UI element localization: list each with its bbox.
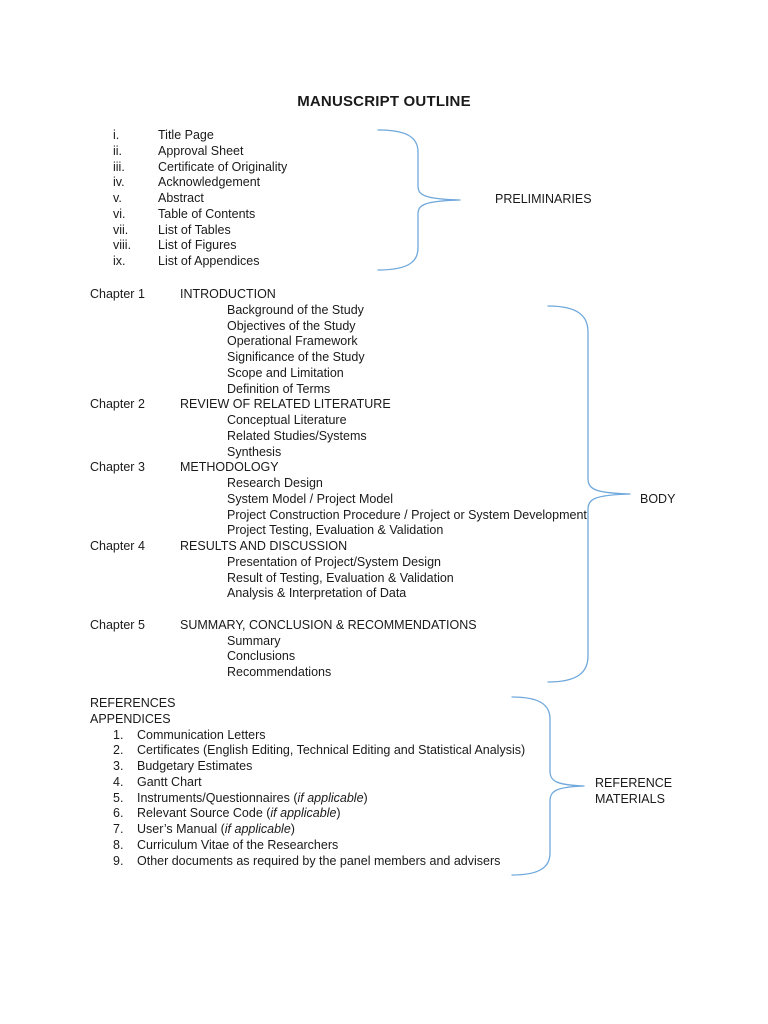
prelim-label: Certificate of Originality (158, 159, 288, 174)
prelim-item (113, 223, 413, 239)
appendix-text (137, 806, 341, 822)
chapter-subitem: Analysis & Interpretation of Data (227, 586, 407, 601)
prelim-label: Approval Sheet (158, 143, 244, 158)
prelim-numeral: vii. (113, 222, 129, 237)
appendix-text-main: Curriculum Vitae of the Researchers (137, 837, 339, 852)
chapter-subitem: Result of Testing, Evaluation & Validation (227, 570, 454, 585)
chapter-title: METHODOLOGY (180, 460, 279, 475)
preliminaries-brace-shape (378, 130, 463, 270)
appendix-text-main: Gantt Chart (137, 774, 202, 789)
page-title: MANUSCRIPT OUTLINE (297, 93, 471, 110)
appendix-item (113, 759, 530, 775)
appendix-text (137, 728, 266, 744)
chapter-number: Chapter 2 (90, 397, 145, 412)
reference-materials-brace-shape (512, 697, 587, 875)
chapter-subitem: Definition of Terms (227, 381, 331, 396)
chapter-title: INTRODUCTION (180, 287, 276, 301)
prelim-item (113, 128, 413, 144)
prelim-label: Abstract (158, 191, 204, 205)
appendix-text-italic: if applicable (224, 822, 291, 836)
appendix-text-end: ) (290, 822, 295, 836)
chapter-title: RESULTS AND DISCUSSION (180, 539, 348, 553)
appendix-number: 3. (113, 759, 124, 773)
appendix-text-main: Communication Letters (137, 727, 266, 742)
body-brace-shape (548, 306, 633, 682)
appendix-text-main: Relevant Source Code ( (137, 806, 271, 821)
appendix-item (113, 822, 530, 838)
appendix-number: 1. (113, 727, 124, 742)
appendix-text (137, 743, 525, 759)
reference-materials-brace-path (512, 697, 584, 875)
prelim-label: List of Figures (158, 238, 237, 253)
appendix-number: 6. (113, 806, 124, 821)
prelim-label: List of Appendices (158, 254, 260, 268)
chapter-subitem: Recommendations (227, 665, 332, 679)
appendices-heading: APPENDICES (90, 711, 171, 726)
reference-materials-brace-label (595, 776, 672, 808)
appendix-text (137, 775, 202, 791)
appendix-item (113, 838, 530, 854)
prelim-item (113, 254, 413, 270)
prelim-item (113, 207, 413, 223)
chapter-subitem: Scope and Limitation (227, 365, 344, 380)
appendix-item (113, 791, 530, 807)
prelim-label: Title Page (158, 128, 214, 142)
appendix-item (113, 743, 530, 759)
body-brace-path (548, 306, 630, 682)
chapter-subitem: Synthesis (227, 444, 282, 459)
appendix-number: 9. (113, 853, 124, 868)
appendix-text-main: User’s Manual ( (137, 822, 225, 836)
preliminaries-brace-path (378, 130, 460, 270)
chapter-subitem: Significance of the Study (227, 350, 365, 364)
prelim-numeral: i. (113, 128, 120, 142)
chapter-subitem: Project Testing, Evaluation & Validation (227, 523, 444, 538)
chapter-number: Chapter 5 (90, 617, 145, 632)
appendix-number: 2. (113, 743, 124, 758)
reference-materials-label-line1: REFERENCE (595, 776, 673, 790)
chapter-subitem: Background of the Study (227, 302, 364, 317)
prelim-item (113, 160, 413, 176)
appendix-text-main: Budgetary Estimates (137, 759, 253, 773)
appendix-text (137, 791, 368, 807)
appendix-item (113, 728, 530, 744)
appendix-item (113, 775, 530, 791)
preliminaries-brace-label: PRELIMINARIES (495, 192, 592, 206)
prelim-item (113, 175, 413, 191)
prelim-label: Acknowledgement (158, 175, 261, 190)
prelim-label: Table of Contents (158, 206, 256, 221)
appendix-text (137, 822, 295, 838)
body-brace-label: BODY (640, 492, 676, 506)
prelim-item (113, 191, 413, 207)
appendix-text (137, 838, 338, 854)
appendix-text (137, 759, 252, 775)
appendix-number: 4. (113, 774, 124, 789)
chapter-title: REVIEW OF RELATED LITERATURE (180, 397, 391, 412)
appendix-text (137, 854, 500, 870)
prelim-numeral: iv. (113, 175, 125, 190)
chapter-subitem: Objectives of the Study (227, 318, 356, 333)
chapter-subitem: Operational Framework (227, 334, 358, 349)
appendix-number: 8. (113, 837, 124, 852)
appendix-text-main: Instruments/Questionnaires ( (137, 790, 298, 805)
chapter-subitem: Related Studies/Systems (227, 428, 367, 443)
chapter-heading (90, 287, 650, 303)
prelim-numeral: v. (113, 191, 122, 205)
prelim-label: List of Tables (158, 222, 231, 237)
appendix-text-italic: if applicable (270, 806, 337, 821)
prelim-item (113, 144, 413, 160)
appendix-number: 7. (113, 822, 124, 836)
prelim-numeral: vi. (113, 206, 126, 221)
chapter-subitem: Research Design (227, 476, 323, 490)
preliminaries-list (113, 128, 413, 270)
prelim-item (113, 238, 413, 254)
references-heading: REFERENCES (90, 696, 176, 710)
chapter-title: SUMMARY, CONCLUSION & RECOMMENDATIONS (180, 617, 477, 632)
chapter-subitem: Conceptual Literature (227, 413, 347, 427)
prelim-numeral: iii. (113, 159, 125, 174)
prelim-numeral: viii. (113, 238, 132, 253)
reference-materials-section (90, 696, 530, 869)
appendix-number: 5. (113, 790, 124, 805)
appendix-text-end: ) (363, 790, 368, 805)
prelim-numeral: ii. (113, 143, 123, 158)
appendix-text-main: Other documents as required by the panel members and advisers (137, 853, 501, 868)
chapter-subitem: System Model / Project Model (227, 491, 394, 506)
chapter-subitem: Presentation of Project/System Design (227, 554, 441, 569)
chapter-number: Chapter 4 (90, 539, 145, 553)
chapter-subitem: Summary (227, 633, 281, 648)
chapter-number: Chapter 1 (90, 287, 145, 301)
reference-materials-label-line2: MATERIALS (595, 791, 665, 806)
appendix-item (113, 854, 530, 870)
appendix-item (113, 806, 530, 822)
chapter-subitem: Conclusions (227, 649, 296, 664)
appendix-text-italic: if applicable (297, 790, 364, 805)
appendix-text-end: ) (336, 806, 341, 821)
chapter-subitem: Project Construction Procedure / Project or System Development (227, 507, 587, 522)
chapter-number: Chapter 3 (90, 460, 145, 475)
appendix-text-main: Certificates (English Editing, Technical Editing and Statistical Analysis) (137, 743, 526, 758)
prelim-numeral: ix. (113, 254, 126, 268)
